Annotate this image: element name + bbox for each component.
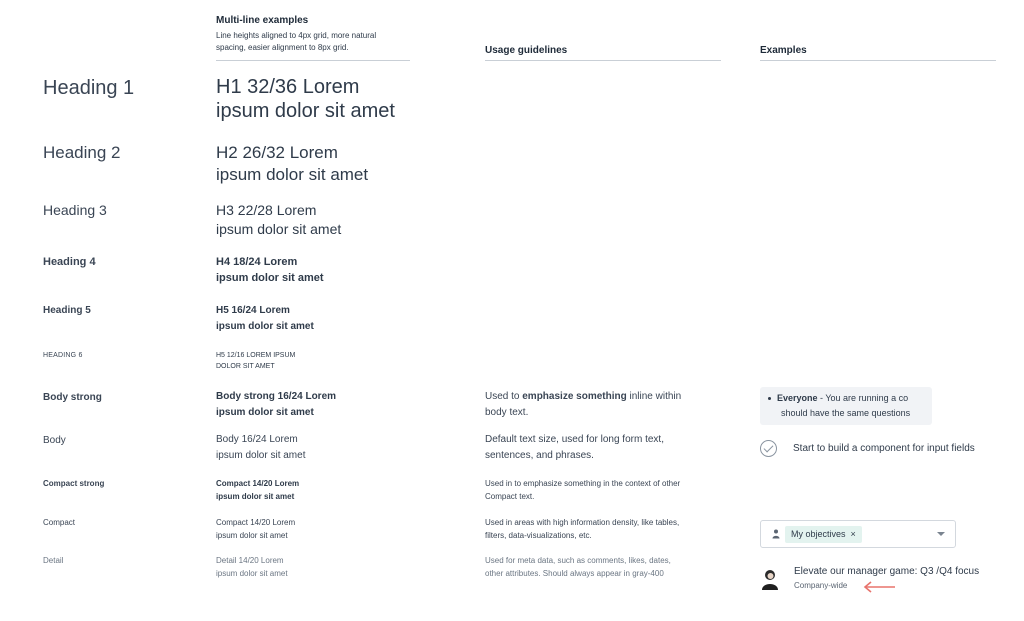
audience-card[interactable] — [760, 387, 932, 425]
check-item-label: Start to build a component for input fields — [793, 443, 975, 454]
usage-body-strong-pre: Used to — [485, 391, 523, 402]
bullet-icon — [768, 397, 771, 400]
usage-detail-line-2: other attributes. Should always appear in gray-400 — [485, 569, 664, 578]
row-label-body: Body — [43, 435, 66, 446]
multiline-column-divider — [216, 60, 410, 61]
objective-title[interactable]: Elevate our manager game: Q3 /Q4 focus — [794, 566, 980, 577]
arrow-left-icon — [862, 581, 896, 593]
audience-card-text: - You are running a co — [817, 393, 909, 403]
usage-body-strong-line-2: body text. — [485, 407, 529, 418]
objectives-chip[interactable] — [785, 526, 862, 543]
objectives-filter-select[interactable] — [760, 520, 956, 548]
row-label-body-strong: Body strong — [43, 392, 102, 403]
usage-detail-line-1: Used for meta data, such as comments, likes, dates, — [485, 556, 671, 565]
example-heading-1-line-2: ipsum dolor sit amet — [216, 100, 395, 122]
example-body-line-2: ipsum dolor sit amet — [216, 450, 306, 461]
usage-body-strong-line-1 — [485, 389, 681, 405]
example-heading-4-line-2: ipsum dolor sit amet — [216, 272, 324, 284]
example-detail-line-1: Detail 14/20 Lorem — [216, 556, 284, 565]
usage-body-line-1: Default text size, used for long form text, — [485, 434, 664, 445]
examples-column-divider — [760, 60, 996, 61]
example-heading-6-line-2: DOLOR SIT AMET — [216, 363, 275, 370]
example-heading-2-line-1: H2 26/32 Lorem — [216, 143, 338, 162]
chevron-down-icon[interactable] — [937, 532, 945, 536]
row-label-heading-3: Heading 3 — [43, 202, 107, 218]
check-circle-icon[interactable] — [760, 440, 777, 457]
example-compact-strong-line-1: Compact 14/20 Lorem — [216, 479, 300, 488]
example-detail-line-2: ipsum dolor sit amet — [216, 569, 288, 578]
example-body-strong-line-2: ipsum dolor sit amet — [216, 407, 314, 418]
row-label-heading-6: HEADING 6 — [43, 352, 83, 359]
usage-compact-strong-line-1: Used in to emphasize something in the context of other — [485, 479, 681, 488]
avatar — [761, 568, 779, 590]
row-label-heading-1: Heading 1 — [43, 77, 135, 99]
multiline-column-subtitle-1: Line heights aligned to 4px grid, more natural — [216, 31, 377, 40]
example-heading-3-line-1: H3 22/28 Lorem — [216, 202, 317, 218]
example-heading-5-line-2: ipsum dolor sit amet — [216, 321, 314, 332]
usage-body-strong-post: inline within — [626, 391, 682, 402]
row-label-heading-5: Heading 5 — [43, 305, 91, 316]
usage-body-strong-emphasis: emphasize something — [522, 391, 627, 402]
audience-card-line-2: should have the same questions — [781, 408, 911, 418]
person-icon — [772, 529, 780, 539]
example-body-line-1: Body 16/24 Lorem — [216, 434, 298, 445]
usage-column-title: Usage guidelines — [485, 45, 568, 56]
usage-body-line-2: sentences, and phrases. — [485, 450, 594, 461]
example-heading-2-line-2: ipsum dolor sit amet — [216, 165, 369, 184]
row-label-heading-4: Heading 4 — [43, 256, 96, 268]
usage-compact-line-1: Used in areas with high information density, like tables, — [485, 518, 680, 527]
row-label-compact-strong: Compact strong — [43, 479, 105, 488]
multiline-column-subtitle-2: spacing, easier alignment to 8px grid. — [216, 43, 349, 52]
usage-compact-line-2: filters, data-visualizations, etc. — [485, 531, 592, 540]
example-heading-6-line-1: H5 12/16 LOREM IPSUM — [216, 352, 296, 359]
example-heading-1-line-1: H1 32/36 Lorem — [216, 76, 360, 98]
example-compact-line-2: ipsum dolor sit amet — [216, 531, 288, 540]
example-body-strong-line-1: Body strong 16/24 Lorem — [216, 391, 337, 402]
objectives-chip-label: My objectives — [791, 529, 846, 539]
audience-card-bold: Everyone — [777, 393, 818, 403]
row-label-heading-2: Heading 2 — [43, 143, 121, 162]
row-label-detail: Detail — [43, 556, 64, 565]
row-label-compact: Compact — [43, 518, 76, 527]
examples-column-title: Examples — [760, 45, 807, 56]
multiline-column-title: Multi-line examples — [216, 15, 309, 26]
example-heading-4-line-1: H4 18/24 Lorem — [216, 256, 298, 268]
usage-column-divider — [485, 60, 721, 61]
example-heading-3-line-2: ipsum dolor sit amet — [216, 221, 342, 237]
audience-card-line-1 — [768, 393, 908, 403]
example-compact-line-1: Compact 14/20 Lorem — [216, 518, 296, 527]
objective-scope: Company-wide — [794, 581, 848, 590]
usage-compact-strong-line-2: Compact text. — [485, 492, 535, 501]
example-compact-strong-line-2: ipsum dolor sit amet — [216, 492, 295, 501]
example-heading-5-line-1: H5 16/24 Lorem — [216, 305, 290, 316]
chip-remove-icon[interactable]: × — [850, 529, 856, 539]
